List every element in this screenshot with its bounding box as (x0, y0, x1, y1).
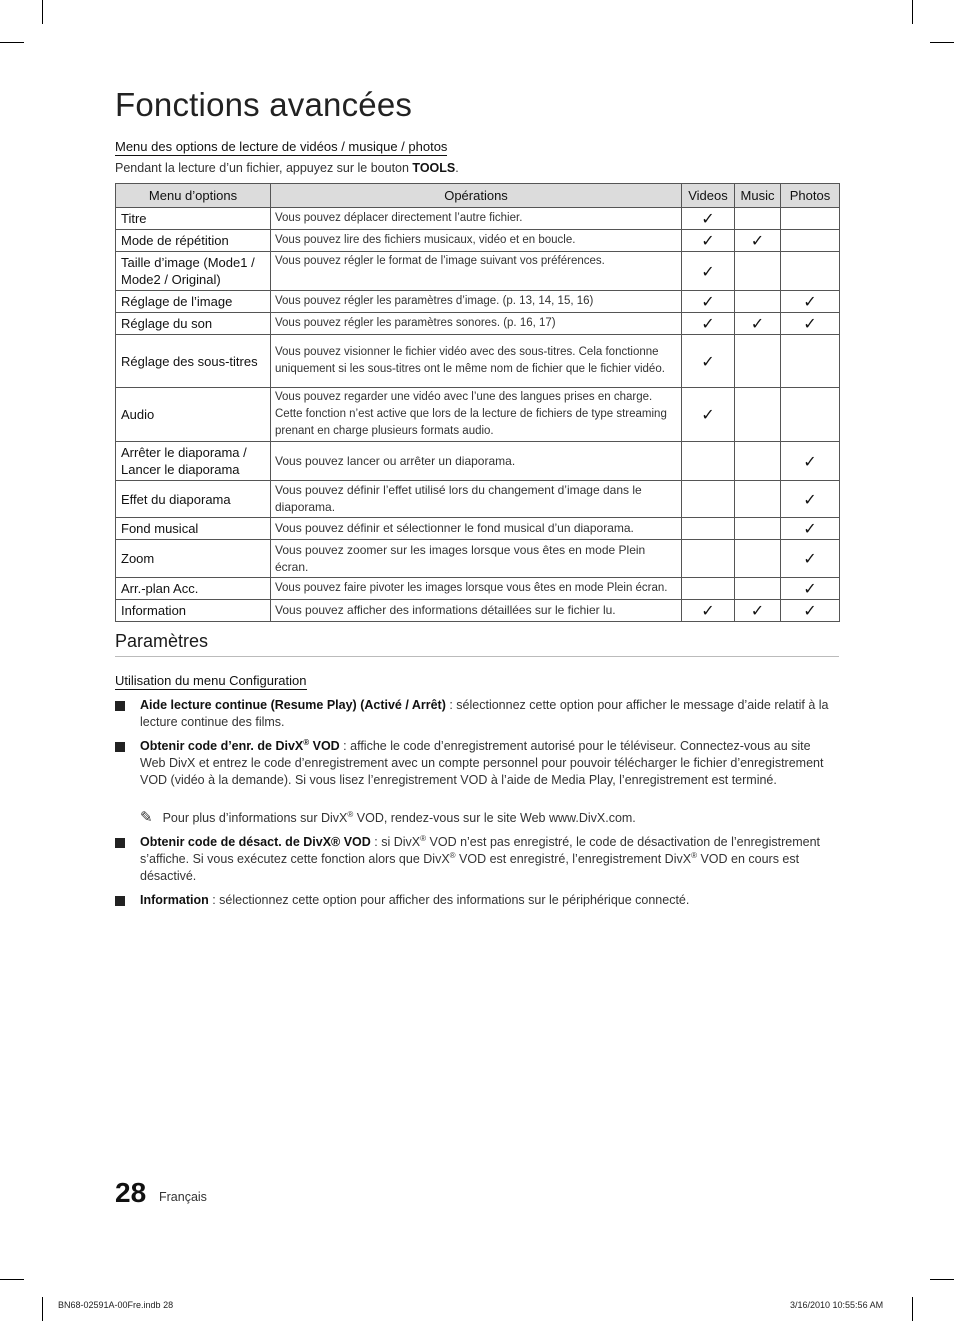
crop-mark (42, 1297, 43, 1321)
playback-menu-heading: Menu des options de lecture de vidéos / musique / photos (115, 139, 448, 154)
bullet-square-icon (115, 742, 125, 752)
table-row (116, 600, 840, 622)
registered-mark: ® (303, 737, 310, 747)
crop-mark (930, 42, 954, 43)
crop-mark (42, 0, 43, 24)
check-photo: ✓ (781, 313, 840, 335)
intro-text: Pendant la lecture d’un fichier, appuyez sur le bouton (115, 161, 413, 175)
check-music (735, 540, 781, 578)
option-name: Réglage des sous-titres (116, 335, 271, 388)
list-item (115, 892, 839, 909)
crop-mark (930, 1279, 954, 1280)
list-item (115, 834, 839, 885)
table-row (116, 335, 840, 388)
crop-mark (912, 1297, 913, 1321)
check-video (682, 481, 735, 518)
bullet-square-icon (115, 838, 125, 848)
pencil-note-icon: ✎ (140, 808, 153, 826)
check-photo: ✓ (781, 578, 840, 600)
check-video: ✓ (682, 388, 735, 442)
table-row (116, 442, 840, 481)
check-photo (781, 252, 840, 291)
option-name: Réglage du son (116, 313, 271, 335)
list-item-text (140, 697, 839, 731)
check-music: ✓ (735, 313, 781, 335)
check-music (735, 291, 781, 313)
check-video (682, 442, 735, 481)
check-photo: ✓ (781, 291, 840, 313)
list-item-text (140, 834, 839, 885)
crop-mark (0, 1279, 24, 1280)
item-term-part: VOD (309, 739, 340, 753)
registered-mark: ® (449, 850, 456, 860)
option-operation: Vous pouvez zoomer sur les images lorsque vous êtes en mode Plein écran. (271, 540, 682, 578)
option-operation: Vous pouvez régler les paramètres d’image. (p. 13, 14, 15, 16) (271, 291, 682, 313)
table-row (116, 252, 840, 291)
option-name: Zoom (116, 540, 271, 578)
registered-mark: ® (691, 850, 697, 860)
item-desc: : affiche le code d’enregistrement autorisé pour le téléviseur. Connectez-vous au site Web DivX et entrez le code d’enregistrement avec un compte personnel pour pouvoir télécharger le fichier d’enregistrement VOD (vidéo à la demande). Si vous lisez l’enregistrement VOD à l’aide de Media Play, l’enregistrement est terminé. (140, 739, 824, 787)
check-music (735, 442, 781, 481)
item-term: Information (140, 893, 209, 907)
option-operation: Vous pouvez visionner le fichier vidéo avec des sous-titres. Cela fonctionne uniquement si les sous-titres ont le même nom de fichier que le fichier vidéo. (271, 335, 682, 388)
crop-mark (0, 42, 24, 43)
check-photo: ✓ (781, 518, 840, 540)
option-operation: Vous pouvez définir l’effet utilisé lors du changement d’image dans le diaporama. (271, 481, 682, 518)
item-term: Aide lecture continue (Resume Play) (Activé / Arrêt) (140, 698, 446, 712)
footer-file: BN68-02591A-00Fre.indb 28 (58, 1300, 174, 1310)
column-header: Opérations (271, 184, 682, 208)
list-item-text (140, 892, 839, 909)
settings-heading: Paramètres (115, 631, 839, 657)
intro-end: . (455, 161, 459, 175)
check-music (735, 481, 781, 518)
list-item-text (140, 738, 839, 789)
check-photo (781, 230, 840, 252)
note-text: Pour plus d’informations sur DivX (162, 811, 348, 825)
table-row (116, 388, 840, 442)
check-video: ✓ (682, 600, 735, 622)
check-music: ✓ (735, 230, 781, 252)
check-video: ✓ (682, 230, 735, 252)
page-number: 28 (115, 1177, 147, 1208)
table-row (116, 540, 840, 578)
option-name: Arrêter le diaporama / Lancer le diaporama (116, 442, 271, 481)
registered-mark: ® (347, 809, 354, 819)
option-name: Effet du diaporama (116, 481, 271, 518)
column-header: Music (735, 184, 781, 208)
item-desc: : sélectionnez cette option pour afficher le message d’aide relatif à la lecture continue des films. (140, 698, 829, 729)
check-photo: ✓ (781, 442, 840, 481)
check-video (682, 540, 735, 578)
option-name: Réglage de l’image (116, 291, 271, 313)
option-operation: Vous pouvez déplacer directement l’autre fichier. (271, 208, 682, 230)
table-row (116, 291, 840, 313)
check-video: ✓ (682, 291, 735, 313)
option-operation: Vous pouvez regarder une vidéo avec l’une des langues prises en charge. Cette fonction n’est active que lors de la lecture de fichiers de type streaming prenant en charge plusieurs formats audio. (271, 388, 682, 442)
item-desc: VOD est enregistré, l’enregistrement DivX (455, 852, 692, 866)
option-operation: Vous pouvez régler les paramètres sonores. (p. 16, 17) (271, 313, 682, 335)
check-video: ✓ (682, 335, 735, 388)
check-video: ✓ (682, 252, 735, 291)
item-desc: VOD n’est pas enregistré, le code de désactivation de l’enregistrement s’affiche. Si vous exécutez cette fonction alors que DivX (140, 835, 820, 866)
check-music (735, 208, 781, 230)
check-music: ✓ (735, 600, 781, 622)
table-row (116, 518, 840, 540)
item-desc: VOD en cours est désactivé. (140, 852, 800, 883)
option-name: Mode de répétition (116, 230, 271, 252)
option-operation: Vous pouvez lire des fichiers musicaux, vidéo et en boucle. (271, 230, 682, 252)
option-name: Taille d’image (Mode1 / Mode2 / Original) (116, 252, 271, 291)
option-operation: Vous pouvez lancer ou arrêter un diaporama. (271, 442, 682, 481)
item-term-part: Obtenir code d’enr. de DivX (140, 739, 304, 753)
check-video (682, 578, 735, 600)
item-desc: : si DivX (370, 835, 421, 849)
table-row (116, 481, 840, 518)
options-table (115, 183, 840, 622)
column-header: Videos (682, 184, 735, 208)
check-music (735, 388, 781, 442)
option-name: Information (116, 600, 271, 622)
option-operation: Vous pouvez faire pivoter les images lorsque vous êtes en mode Plein écran. (271, 578, 682, 600)
settings-subheading: Utilisation du menu Configuration (115, 673, 307, 688)
option-operation: Vous pouvez afficher des informations détaillées sur le fichier lu. (271, 600, 682, 622)
note-text: VOD, rendez-vous sur le site Web www.DivX.com. (353, 811, 636, 825)
table-row (116, 313, 840, 335)
option-operation: Vous pouvez définir et sélectionner le fond musical d’un diaporama. (271, 518, 682, 540)
check-music (735, 252, 781, 291)
check-video: ✓ (682, 313, 735, 335)
check-video: ✓ (682, 208, 735, 230)
check-photo (781, 335, 840, 388)
check-photo (781, 208, 840, 230)
page-language: Français (159, 1190, 207, 1204)
check-photo: ✓ (781, 600, 840, 622)
check-music (735, 578, 781, 600)
table-row (116, 578, 840, 600)
column-header: Photos (781, 184, 840, 208)
option-name: Titre (116, 208, 271, 230)
playback-intro (115, 161, 459, 175)
check-video (682, 518, 735, 540)
bullet-square-icon (115, 896, 125, 906)
crop-mark (912, 0, 913, 24)
item-term (140, 739, 340, 753)
bullet-square-icon (115, 701, 125, 711)
table-row (116, 230, 840, 252)
column-header: Menu d’options (116, 184, 271, 208)
item-term: Obtenir code de désact. de DivX® VOD (140, 835, 371, 849)
option-name: Arr.-plan Acc. (116, 578, 271, 600)
registered-mark: ® (420, 833, 427, 843)
table-header-row (116, 184, 840, 208)
list-item (115, 697, 839, 731)
list-item (115, 738, 839, 789)
item-desc: : sélectionnez cette option pour afficher des informations sur le périphérique connecté. (208, 893, 690, 907)
check-music (735, 335, 781, 388)
table-row (116, 208, 840, 230)
check-photo (781, 388, 840, 442)
check-photo: ✓ (781, 481, 840, 518)
option-operation: Vous pouvez régler le format de l’image suivant vos préférences. (271, 252, 682, 291)
option-name: Audio (116, 388, 271, 442)
page-title: Fonctions avancées (115, 86, 413, 123)
check-music (735, 518, 781, 540)
footer-datetime: 3/16/2010 10:55:56 AM (790, 1300, 884, 1310)
check-photo: ✓ (781, 540, 840, 578)
tools-key: TOOLS (412, 161, 456, 175)
option-name: Fond musical (116, 518, 271, 540)
note (140, 809, 636, 827)
